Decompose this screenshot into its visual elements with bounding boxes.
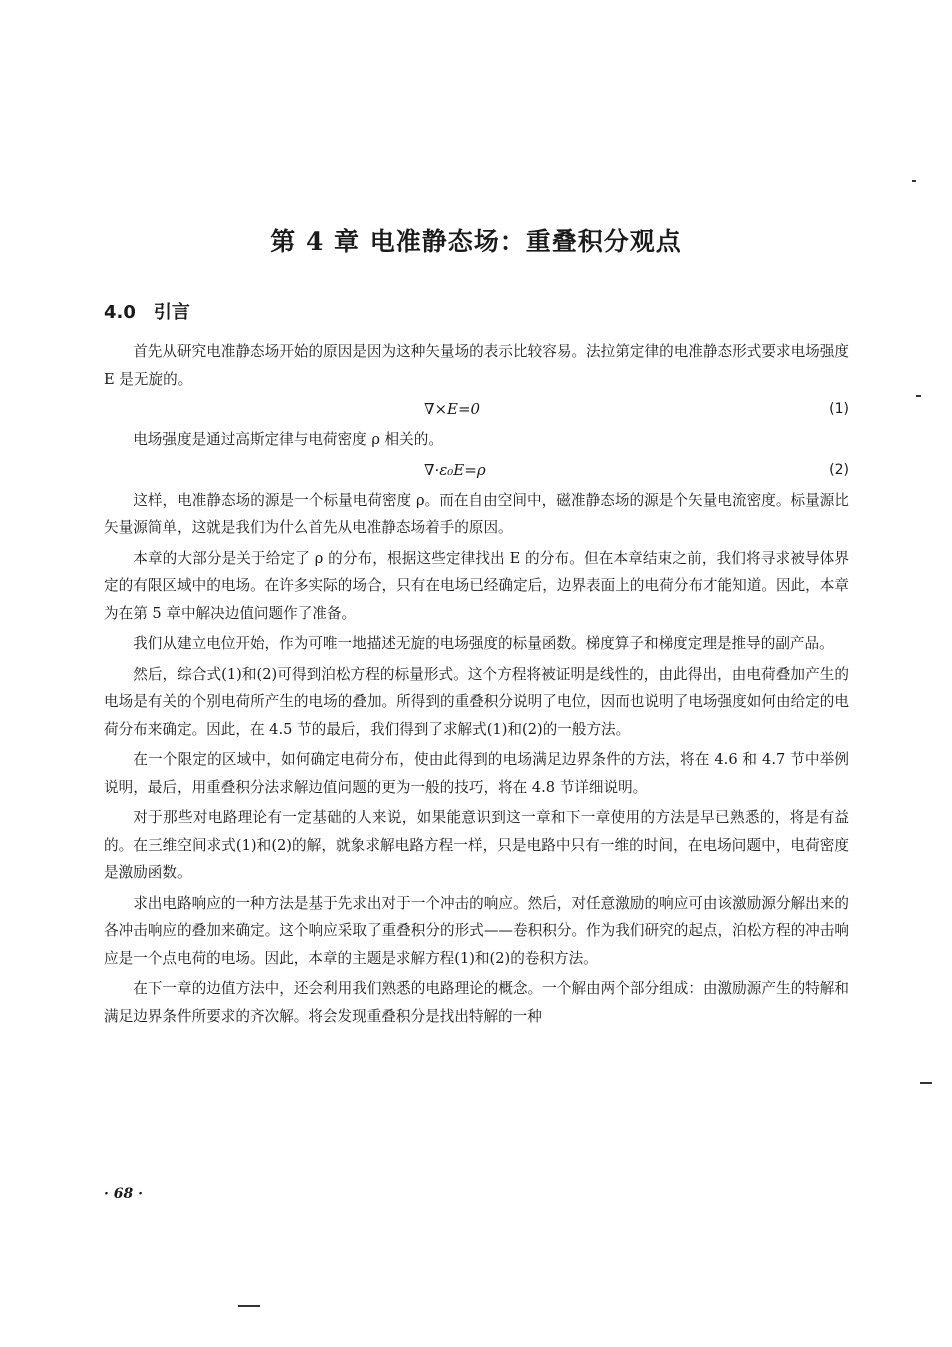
equation-number: (2) xyxy=(829,461,849,478)
paragraph: 求出电路响应的一种方法是基于先求出对于一个冲击的响应。然后，对任意激励的响应可由该激励源分解出来的各冲击响应的叠加来确定。这个响应采取了重叠积分的形式——卷积积分。作为我们研究的起点，泊松方程的冲击响应是一个点电荷的电场。因此，本章的主题是求解方程(1)和(2)的卷积方法。 xyxy=(104,894,849,967)
equation-2 xyxy=(104,457,849,484)
equation-1 xyxy=(104,396,849,423)
equation-number: (1) xyxy=(829,401,849,417)
scan-speck xyxy=(912,180,916,182)
page-number: · 68 · xyxy=(104,1186,143,1202)
paragraph: 这样，电准静态场的源是一个标量电荷密度 ρ。而在自由空间中，磁准静态场的源是个矢量电流密度。标量源比矢量源简单，这就是我们为什么首先从电准静态场着手的原因。 xyxy=(104,491,849,536)
paragraph: 对于那些对电路理论有一定基础的人来说，如果能意识到这一章和下一章使用的方法是早已熟悉的，将是有益的。在三维空间求式(1)和(2)的解，就象求解电路方程一样，只是电路中只有一维的时间，在电场问题中，电荷密度是激励函数。 xyxy=(104,809,849,881)
section-number: 4.0 xyxy=(104,302,136,323)
paragraph: 本章的大部分是关于给定了 ρ 的分布，根据这些定律找出 E 的分布。但在本章结束之前，我们将寻求被导体界定的有限区域中的电场。在许多实际的场合，只有在电场已经确定后，边界表面上的电荷分布才能知道。因此，本章为在第 5 章中解决边值问题作了准备。 xyxy=(104,549,849,622)
chapter-title: 第 4 章 电准静态场：重叠积分观点 xyxy=(270,227,682,256)
section-title: 引言 xyxy=(153,302,190,323)
body-text xyxy=(104,338,849,1033)
scan-speck xyxy=(238,1305,260,1307)
paragraph: 在下一章的边值方法中，还会利用我们熟悉的电路理论的概念。一个解由两个部分组成：由激励源产生的特解和满足边界条件所要求的齐次解。将会发现重叠积分是找出特解的一种 xyxy=(104,980,849,1025)
scan-speck xyxy=(916,395,921,397)
paragraph: 在一个限定的区域中，如何确定电荷分布，使由此得到的电场满足边界条件的方法，将在 4.6 和 4.7 节中举例说明，最后，用重叠积分法求解边值问题的更为一般的技巧，将在 4.8 节详细说明。 xyxy=(104,751,849,796)
equation-formula: ∇·ε₀E=ρ xyxy=(424,460,486,479)
equation-formula: ∇×E=0 xyxy=(424,400,481,418)
paragraph: 我们从建立电位开始，作为可唯一地描述无旋的电场强度的标量函数。梯度算子和梯度定理是推导的副产品。 xyxy=(133,635,834,652)
paragraph: 电场强度是通过高斯定律与电荷密度 ρ 相关的。 xyxy=(133,431,443,448)
paragraph: 然后，综合式(1)和(2)可得到泊松方程的标量形式。这个方程将被证明是线性的，由此得出，由电荷叠加产生的电场是有关的个别电荷所产生的电场的叠加。所得到的重叠积分说明了电位，因而也说明了电场强度如何由给定的电荷分布来确定。因此，在 4.5 节的最后，我们得到了求解式(1)和(2)的一般方法。 xyxy=(104,665,849,738)
section-heading xyxy=(104,298,190,324)
scan-speck xyxy=(920,1082,932,1084)
paragraph: 首先从研究电准静态场开始的原因是因为这种矢量场的表示比较容易。法拉第定律的电准静态形式要求电场强度 E 是无旋的。 xyxy=(104,343,849,388)
